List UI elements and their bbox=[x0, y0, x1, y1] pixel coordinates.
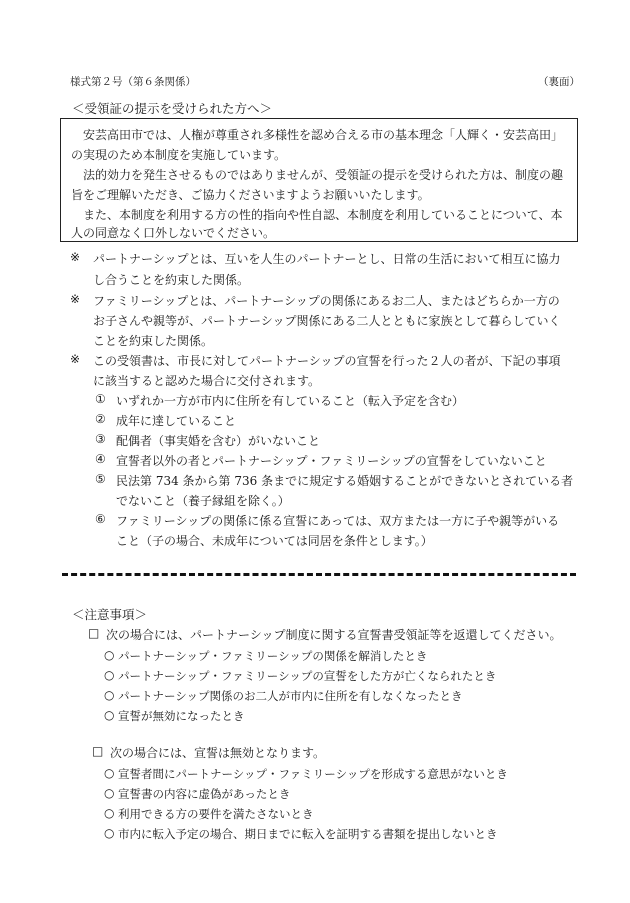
checkbox-square-icon: □ bbox=[92, 744, 104, 758]
condition-number: ② bbox=[95, 412, 106, 426]
checkbox-square-icon: □ bbox=[88, 626, 100, 640]
notice-box bbox=[60, 118, 578, 242]
circle-bullet-icon: ○ bbox=[104, 786, 115, 800]
group-item: 宣誓者間にパートナーシップ・ファミリーシップを形成する意思がないとき bbox=[118, 767, 508, 781]
circle-bullet-icon: ○ bbox=[104, 648, 115, 662]
condition-text: でないこと（養子縁組を除く。） bbox=[116, 494, 290, 508]
note-mark: ※ bbox=[70, 352, 81, 366]
group-item: 宣誓が無効になったとき bbox=[118, 709, 245, 723]
circle-bullet-icon: ○ bbox=[104, 826, 115, 840]
note-line: ファミリーシップとは、パートナーシップの関係にあるお二人、またはどちらか一方の bbox=[93, 294, 560, 308]
note-line: お子さんや親等が、パートナーシップ関係にある二人とともに家族として暮らしていく bbox=[93, 314, 561, 328]
section1-title: ＜受領証の提示を受けられた方へ＞ bbox=[72, 101, 273, 116]
condition-number: ⑥ bbox=[95, 512, 106, 526]
note-line: パートナーシップとは、互いを人生のパートナーとし、日常の生活において相互に協力 bbox=[93, 252, 561, 266]
section2-title: ＜注意事項＞ bbox=[72, 607, 148, 622]
condition-text: ファミリーシップの関係に係る宣誓にあっては、双方または一方に子や親等がいる bbox=[116, 514, 560, 528]
condition-text: こと（子の場合、未成年については同居を条件とします。） bbox=[116, 534, 433, 548]
group-item: 宣誓書の内容に虚偽があったとき bbox=[118, 787, 291, 801]
circle-bullet-icon: ○ bbox=[104, 708, 115, 722]
notice-line: また、本制度を利用する方の性的指向や性自認、本制度を利用していることについて、本 bbox=[71, 208, 563, 222]
circle-bullet-icon: ○ bbox=[104, 688, 115, 702]
note-mark: ※ bbox=[70, 292, 81, 306]
group-heading: 次の場合には、宣誓は無効となります。 bbox=[110, 746, 326, 760]
notice-line: 人の同意なく口外しないでください。 bbox=[71, 226, 276, 240]
group-item: パートナーシップ・ファミリーシップの関係を解消したとき bbox=[118, 649, 428, 663]
condition-text: 宣誓者以外の者とパートナーシップ・ファミリーシップの宣誓をしていないこと bbox=[116, 454, 547, 468]
group-item: 利用できる方の要件を満たさないとき bbox=[118, 807, 314, 821]
condition-text: 成年に達していること bbox=[116, 414, 237, 428]
condition-number: ⑤ bbox=[95, 472, 106, 486]
note-mark: ※ bbox=[70, 250, 81, 264]
dashed-divider bbox=[62, 573, 576, 576]
condition-number: ④ bbox=[95, 452, 106, 466]
back-side-label: （裏面） bbox=[538, 76, 580, 88]
notice-line: 旨をご理解いただき、ご協力くださいますようお願いいたします。 bbox=[71, 188, 430, 202]
notice-line: の実現のため本制度を実施しています。 bbox=[71, 148, 287, 162]
notice-line: 安芸高田市では、人権が尊重され多様性を認め合える市の基本理念「人輝く・安芸高田」 bbox=[71, 128, 564, 142]
circle-bullet-icon: ○ bbox=[104, 668, 115, 682]
condition-text: いずれか一方が市内に住所を有していること（転入予定を含む） bbox=[116, 394, 465, 408]
group-item: パートナーシップ・ファミリーシップの宣誓をした方が亡くなられたとき bbox=[118, 669, 497, 683]
circle-bullet-icon: ○ bbox=[104, 806, 115, 820]
form-number: 様式第２号（第６条関係） bbox=[70, 76, 196, 88]
condition-number: ① bbox=[95, 392, 106, 406]
note-line: この受領書は、市長に対してパートナーシップの宣誓を行った２人の者が、下記の事項 bbox=[93, 354, 561, 368]
note-line: に該当すると認めた場合に交付されます。 bbox=[93, 374, 321, 388]
group-heading: 次の場合には、パートナーシップ制度に関する宣誓書受領証等を返還してください。 bbox=[106, 628, 562, 642]
group-item: パートナーシップ関係のお二人が市内に住所を有しなくなったとき bbox=[118, 689, 463, 703]
condition-number: ③ bbox=[95, 432, 106, 446]
condition-text: 配偶者（事実婚を含む）がいないこと bbox=[116, 434, 321, 448]
condition-text: 民法第 734 条から第 736 条までに規定する婚姻することができないとされている者 bbox=[116, 474, 574, 488]
group-item: 市内に転入予定の場合、期日までに転入を証明する書類を提出しないとき bbox=[118, 827, 498, 841]
circle-bullet-icon: ○ bbox=[104, 766, 115, 780]
note-line: ことを約束した関係。 bbox=[93, 334, 214, 348]
note-line: し合うことを約束した関係。 bbox=[93, 273, 250, 287]
notice-line: 法的効力を発生させるものではありませんが、受領証の提示を受けられた方は、制度の趣 bbox=[71, 168, 564, 182]
